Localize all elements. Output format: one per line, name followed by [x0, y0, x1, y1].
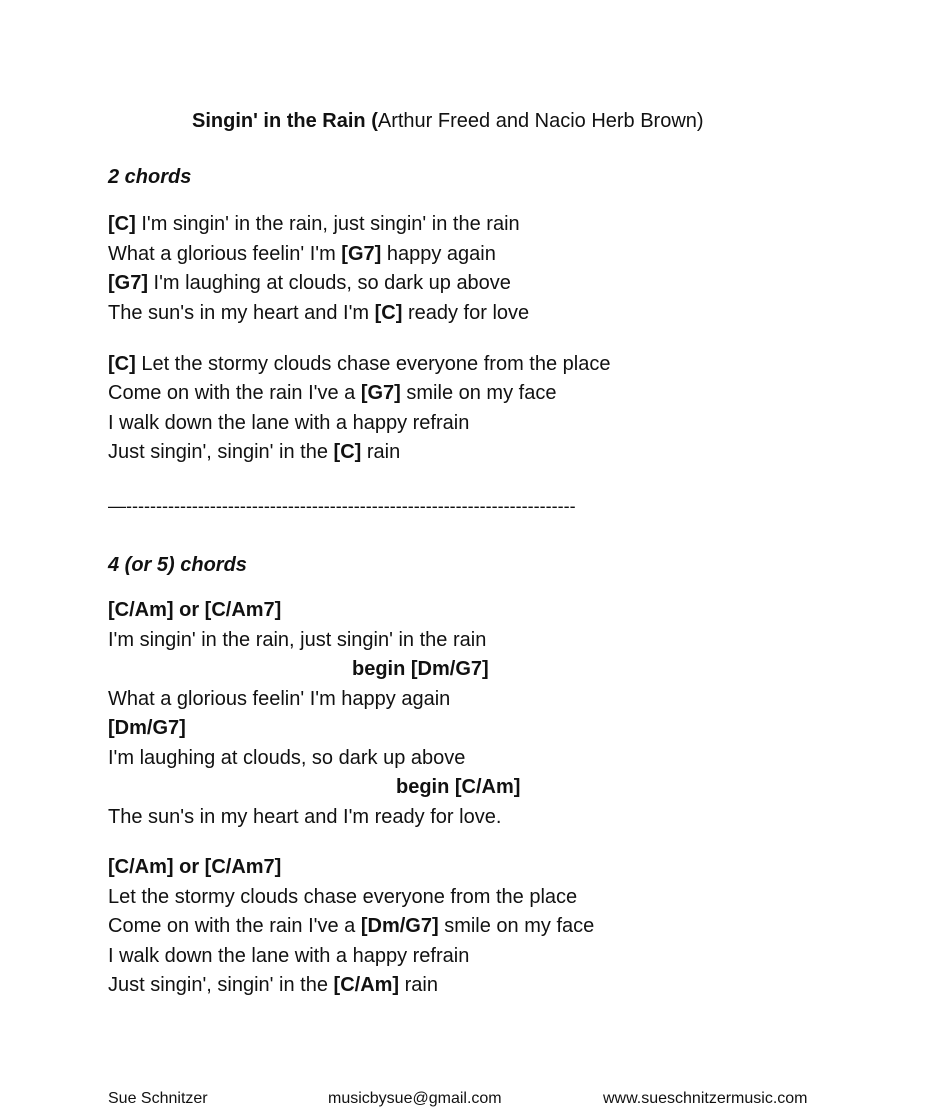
lyric-line: [108, 411, 469, 435]
song-title: [192, 110, 704, 133]
lyric-text: Just singin', singin' in the: [108, 440, 334, 463]
lyric-line: [108, 271, 511, 295]
lyric-text: Let the stormy clouds chase everyone from the place: [108, 885, 578, 908]
lyric-text: rain: [399, 974, 438, 996]
lyric-line: [108, 716, 186, 740]
lyric-line: [108, 973, 438, 997]
chord-label: begin [Dm/G7]: [352, 658, 489, 680]
lyric-text: smile on my face: [400, 382, 557, 405]
footer-website[interactable]: www.sueschnitzermusic.com: [603, 1090, 808, 1107]
section-heading-2-chords: 2 chords: [108, 166, 192, 188]
lyric-line: [108, 440, 400, 464]
lyric-line: [108, 628, 486, 652]
chord-label: [C]: [333, 440, 362, 463]
lyric-text: The sun's in my heart and I'm ready for love.: [108, 805, 502, 828]
lyric-line: [108, 598, 281, 622]
lyric-line: [108, 381, 556, 405]
chord-label: [G7]: [108, 272, 148, 295]
lyric-text: I walk down the lane with a happy refrain: [108, 944, 470, 967]
lyric-text: I'm singin' in the rain, just singin' in the rain: [135, 213, 520, 235]
chord-label: [C/Am] or [C/Am7]: [108, 856, 282, 878]
lyric-text: I'm laughing at clouds, so dark up above: [148, 272, 511, 295]
chord-label: [G7]: [341, 242, 382, 265]
lyric-text: What a glorious feelin' I'm happy again: [108, 687, 451, 710]
lyric-text: happy again: [381, 242, 496, 265]
lyric-line: [352, 657, 489, 681]
lyric-text: Come on with the rain I've a: [108, 382, 361, 405]
lyric-line: [108, 746, 465, 770]
lyric-text: Just singin', singin' in the: [108, 974, 334, 996]
chord-label: [C/Am]: [333, 974, 400, 996]
lyric-text: smile on my face: [438, 915, 595, 937]
footer-email[interactable]: musicbysue@gmail.com: [328, 1090, 502, 1107]
lyric-line: [108, 212, 520, 236]
lyric-line: [108, 885, 577, 909]
lyric-text: The sun's in my heart and I'm: [108, 301, 375, 324]
lyric-text: What a glorious feelin' I'm: [108, 242, 342, 265]
section-heading-4-chords: 4 (or 5) chords: [108, 554, 247, 576]
song-name: Singin' in the Rain: [192, 110, 366, 132]
song-authors: Arthur Freed and Nacio Herb Brown): [377, 110, 704, 132]
chord-label: [Dm/G7]: [108, 717, 186, 739]
chord-label: begin [C/Am]: [396, 776, 521, 798]
lyric-text: I'm laughing at clouds, so dark up above: [108, 746, 466, 769]
lyric-text: I walk down the lane with a happy refrain: [108, 411, 470, 434]
lyric-text: Let the stormy clouds chase everyone from the place: [135, 353, 611, 375]
lyric-text: Come on with the rain I've a: [108, 915, 361, 937]
lyric-text: ready for love: [402, 301, 530, 324]
lyric-line: [396, 775, 520, 799]
chord-label: [C]: [374, 301, 403, 324]
chord-label: [C]: [108, 213, 136, 235]
lyric-line: [108, 805, 501, 829]
footer-name: Sue Schnitzer: [108, 1090, 208, 1107]
section-divider: —---------------------------------------------------------------------------: [108, 496, 576, 516]
lyric-line: [108, 687, 450, 711]
lyric-line: [108, 352, 610, 376]
title-paren: (: [365, 110, 378, 132]
lyric-line: [108, 944, 469, 968]
chord-label: [Dm/G7]: [360, 915, 439, 937]
lyric-text: I'm singin' in the rain, just singin' in the rain: [108, 628, 487, 651]
lyric-line: [108, 242, 496, 266]
chord-label: [C]: [108, 353, 136, 375]
lyric-line: [108, 914, 594, 938]
chord-label: [G7]: [360, 382, 401, 405]
lyric-line: [108, 301, 529, 325]
lyric-text: rain: [361, 440, 401, 463]
chord-label: [C/Am] or [C/Am7]: [108, 599, 282, 621]
lyric-line: [108, 855, 281, 879]
